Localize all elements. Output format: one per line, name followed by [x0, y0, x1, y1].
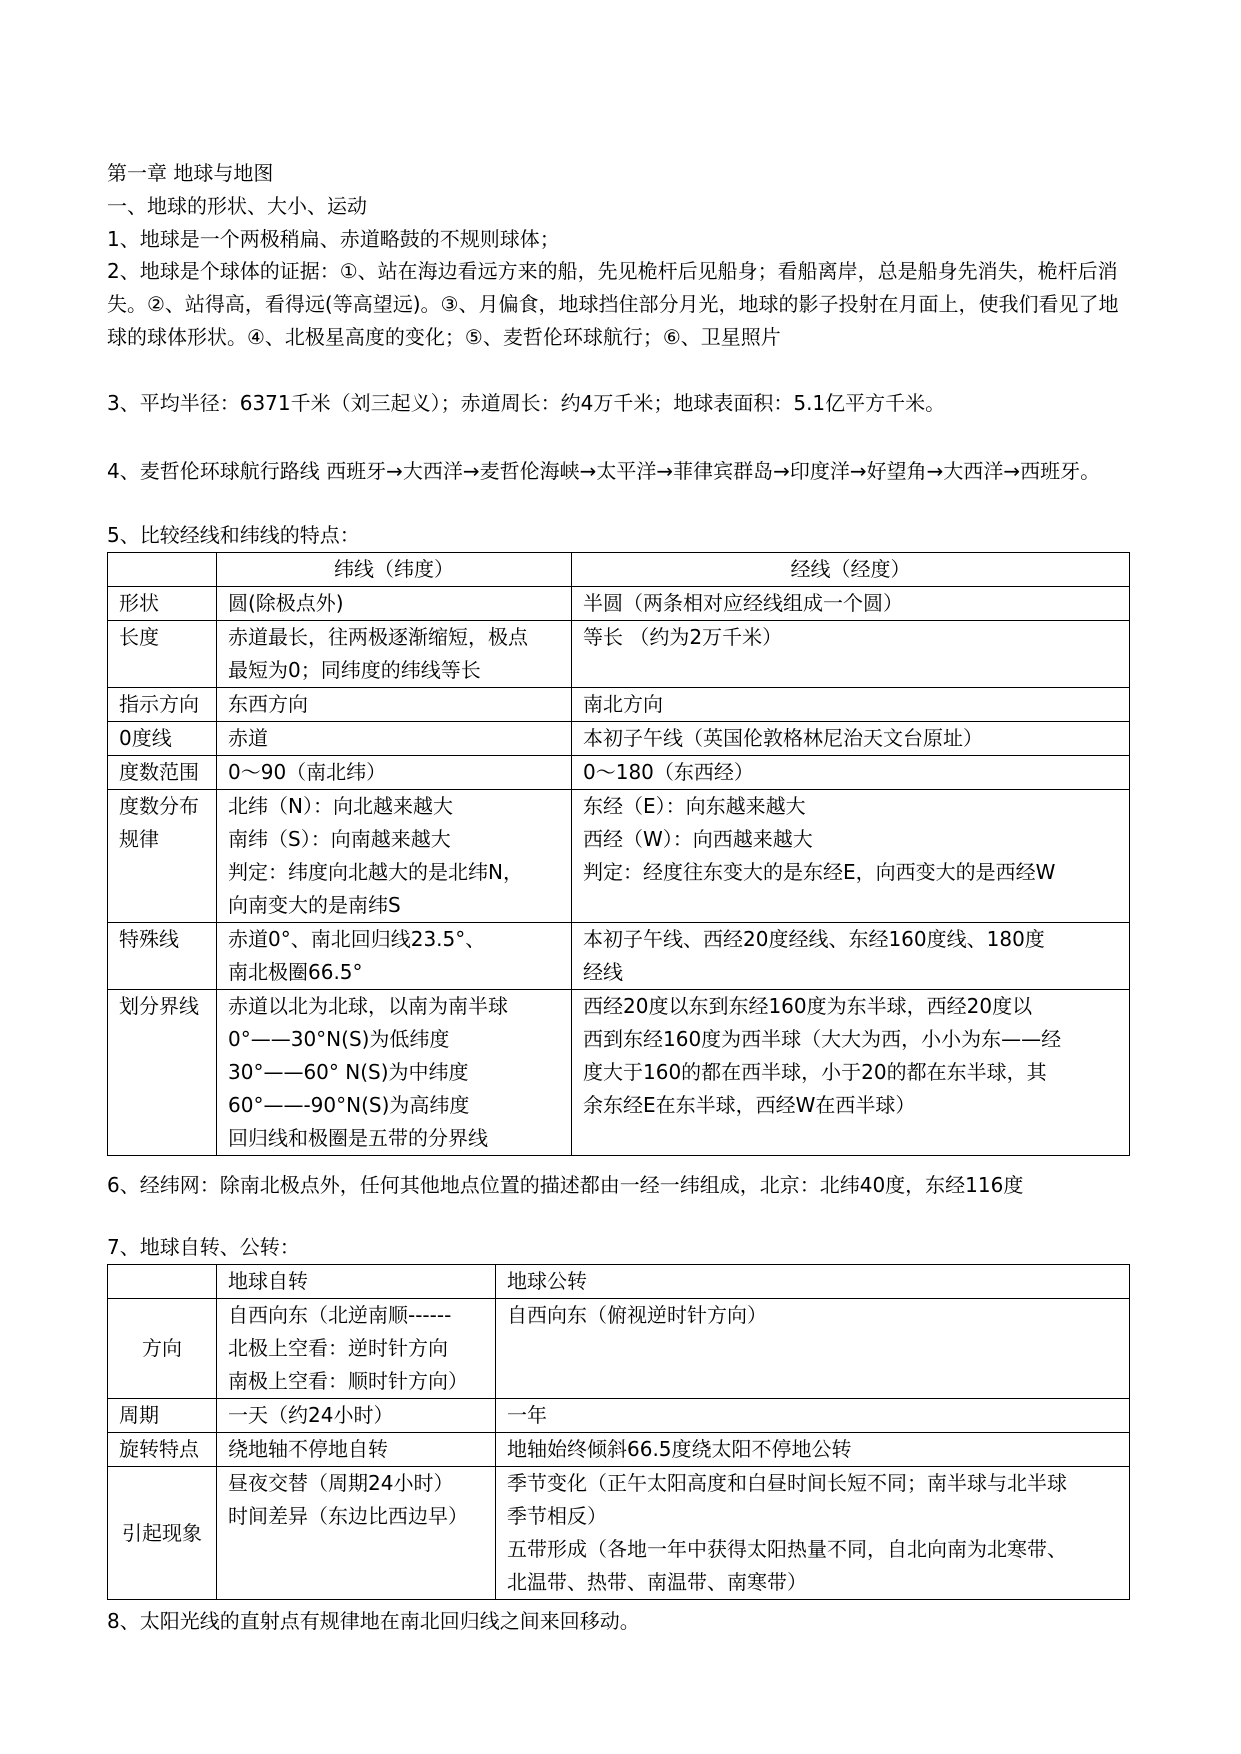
lat-cell: 赤道最长，往两极逐渐缩短，极点 最短为0；同纬度的纬线等长 [217, 621, 572, 688]
lat-cell: 北纬（N）：向北越来越大 南纬（S）：向南越来越大 判定：纬度向北越大的是北纬N， 向南变大的是南纬S [217, 790, 572, 923]
row-label: 划分界线 [108, 990, 217, 1156]
row-label: 旋转特点 [108, 1433, 217, 1467]
lat-cell: 赤道0°、南北回归线23.5°、 南北极圈66.5° [217, 923, 572, 990]
table-row [108, 1467, 1130, 1600]
table-row [108, 1433, 1130, 1467]
row-label: 0度线 [108, 722, 217, 756]
header-cell: 地球自转 [217, 1265, 496, 1299]
lat-cell: 东西方向 [217, 688, 572, 722]
table-row [108, 1399, 1130, 1433]
lat-lon-table [107, 552, 1130, 1156]
lat-cell: 圆(除极点外) [217, 587, 572, 621]
table-row [108, 1299, 1130, 1399]
table-row [108, 587, 1130, 621]
lon-cell: 0～180（东西经） [572, 756, 1130, 790]
rotation-revolution-table [107, 1264, 1130, 1600]
table-row [108, 688, 1130, 722]
row-label: 特殊线 [108, 923, 217, 990]
lon-cell: 等长 （约为2万千米） [572, 621, 1130, 688]
lat-cell: 0～90（南北纬） [217, 756, 572, 790]
table-header-row [108, 1265, 1130, 1299]
header-cell: 经线（经度） [572, 553, 1130, 587]
paragraph-3: 3、平均半径：6371千米（刘三起义）；赤道周长：约4万千米；地球表面积：5.1亿平方千米。 [107, 391, 946, 415]
revolution-cell: 地轴始终倾斜66.5度绕太阳不停地公转 [496, 1433, 1130, 1467]
lon-cell: 南北方向 [572, 688, 1130, 722]
chapter-title: 第一章 地球与地图 [107, 161, 274, 185]
table-row [108, 790, 1130, 923]
table-row [108, 621, 1130, 688]
header-cell: 纬线（纬度） [217, 553, 572, 587]
revolution-cell: 一年 [496, 1399, 1130, 1433]
row-label: 方向 [108, 1299, 217, 1399]
table-header-row [108, 553, 1130, 587]
lat-cell: 赤道以北为北球，以南为南半球 0°——30°N(S)为低纬度 30°——60° N(S)为中纬度 60°——-90°N(S)为高纬度 回归线和极圈是五带的分界线 [217, 990, 572, 1156]
revolution-cell: 季节变化（正午太阳高度和白昼时间长短不同；南半球与北半球 季节相反） 五带形成（各地一年中获得太阳热量不同，自北向南为北寒带、 北温带、热带、南温带、南寒带） [496, 1467, 1130, 1600]
revolution-cell: 自西向东（俯视逆时针方向） [496, 1299, 1130, 1399]
table-row [108, 990, 1130, 1156]
row-label: 度数分布 规律 [108, 790, 217, 923]
header-cell [108, 553, 217, 587]
lon-cell: 本初子午线（英国伦敦格林尼治天文台原址） [572, 722, 1130, 756]
rotation-cell: 绕地轴不停地自转 [217, 1433, 496, 1467]
row-label: 形状 [108, 587, 217, 621]
paragraph-6: 6、经纬网：除南北极点外，任何其他地点位置的描述都由一经一纬组成，北京：北纬40度，东经116度 [107, 1173, 1024, 1197]
table-row [108, 722, 1130, 756]
row-label: 引起现象 [108, 1467, 217, 1600]
table-row [108, 923, 1130, 990]
section-title: 一、地球的形状、大小、运动 [107, 194, 367, 218]
row-label: 度数范围 [108, 756, 217, 790]
rotation-cell: 昼夜交替（周期24小时） 时间差异（东边比西边早） [217, 1467, 496, 1600]
row-label: 长度 [108, 621, 217, 688]
paragraph-7: 7、地球自转、公转： [107, 1235, 300, 1259]
paragraph-4: 4、麦哲伦环球航行路线 西班牙→大西洋→麦哲伦海峡→太平洋→菲律宾群岛→印度洋→好望角→大西洋→西班牙。 [107, 459, 1101, 483]
rotation-cell: 自西向东（北逆南顺------ 北极上空看：逆时针方向 南极上空看：顺时针方向） [217, 1299, 496, 1399]
table-row [108, 756, 1130, 790]
paragraph-5: 5、比较经线和纬线的特点： [107, 523, 360, 547]
row-label: 指示方向 [108, 688, 217, 722]
lon-cell: 东经（E）：向东越来越大 西经（W）：向西越来越大 判定：经度往东变大的是东经E，向西变大的是西经W [572, 790, 1130, 923]
rotation-cell: 一天（约24小时） [217, 1399, 496, 1433]
lat-cell: 赤道 [217, 722, 572, 756]
lon-cell: 半圆（两条相对应经线组成一个圆） [572, 587, 1130, 621]
paragraph-1: 1、地球是一个两极稍扁、赤道略鼓的不规则球体； [107, 227, 560, 251]
header-cell: 地球公转 [496, 1265, 1130, 1299]
lon-cell: 西经20度以东到东经160度为东半球，西经20度以 西到东经160度为西半球（大大为西，小小为东——经 度大于160的都在西半球，小于20的都在东半球，其 余东经E在东半球，西经W在西半球） [572, 990, 1130, 1156]
paragraph-8: 8、太阳光线的直射点有规律地在南北回归线之间来回移动。 [107, 1609, 640, 1633]
header-cell [108, 1265, 217, 1299]
row-label: 周期 [108, 1399, 217, 1433]
paragraph-2: 2、地球是个球体的证据：①、站在海边看远方来的船，先见桅杆后见船身；看船离岸，总是船身先消失，桅杆后消失。②、站得高，看得远(等高望远)。③、月偏食，地球挡住部分月光，地球的影子投射在月面上，使我们看见了地球的球体形状。④、北极星高度的变化；⑤、麦哲伦环球航行；⑥、卫星照片 [107, 259, 1119, 349]
lon-cell: 本初子午线、西经20度经线、东经160度线、180度 经线 [572, 923, 1130, 990]
